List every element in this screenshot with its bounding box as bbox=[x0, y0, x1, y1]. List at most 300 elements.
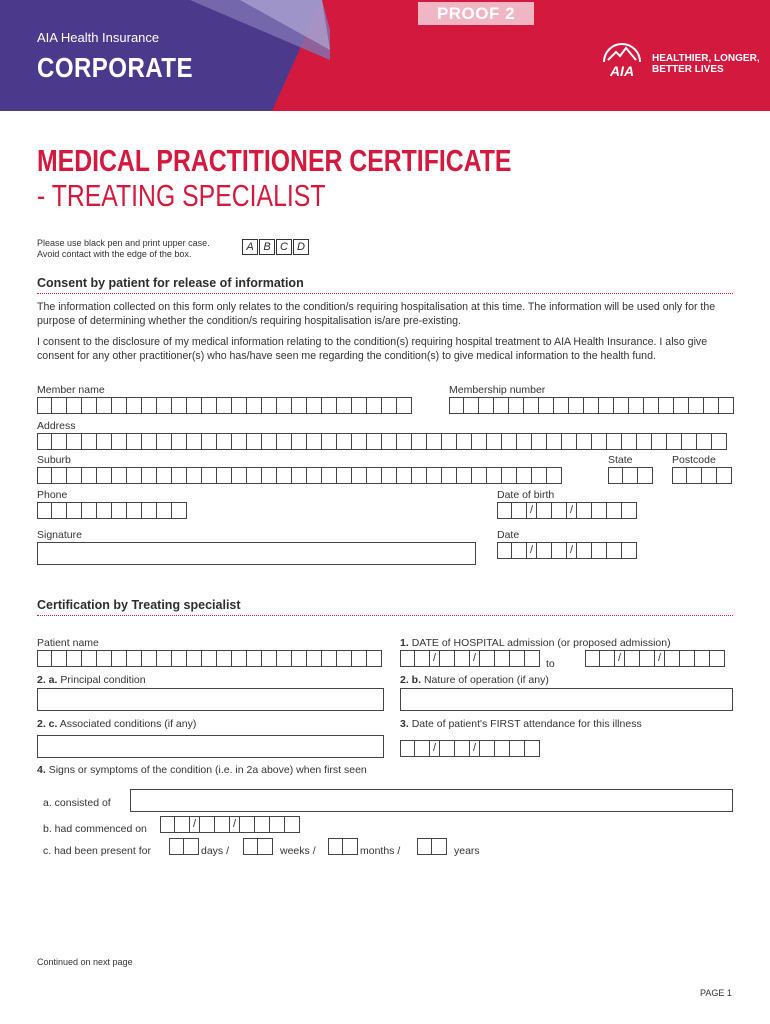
consent-heading: Consent by patient for release of information bbox=[37, 276, 304, 290]
char-box[interactable] bbox=[539, 397, 554, 414]
signature-field[interactable] bbox=[37, 542, 476, 565]
char-box[interactable] bbox=[442, 433, 457, 450]
divider bbox=[37, 615, 733, 616]
char-box[interactable] bbox=[552, 542, 567, 559]
char-box[interactable] bbox=[127, 433, 142, 450]
char-box[interactable] bbox=[307, 397, 322, 414]
char-box[interactable] bbox=[328, 838, 343, 855]
date-separator: / bbox=[567, 542, 577, 559]
char-box[interactable] bbox=[457, 433, 472, 450]
membership-number-boxes[interactable] bbox=[449, 397, 734, 414]
char-box[interactable] bbox=[337, 650, 352, 667]
char-box[interactable] bbox=[82, 433, 97, 450]
char-box[interactable] bbox=[187, 650, 202, 667]
char-box[interactable] bbox=[97, 397, 112, 414]
q4b-label: b. had commenced on bbox=[43, 823, 147, 835]
tagline: HEALTHIER, LONGER, BETTER LIVES bbox=[652, 53, 760, 75]
char-box[interactable] bbox=[480, 650, 495, 667]
char-box[interactable] bbox=[270, 816, 285, 833]
q4-label: 4. Signs or symptoms of the condition (i.e. in 2a above) when first seen bbox=[37, 764, 367, 776]
char-box[interactable] bbox=[52, 650, 67, 667]
char-box[interactable] bbox=[157, 397, 172, 414]
char-box[interactable] bbox=[262, 433, 277, 450]
char-box[interactable] bbox=[352, 397, 367, 414]
char-box[interactable] bbox=[307, 433, 322, 450]
char-box[interactable] bbox=[247, 467, 262, 484]
logo-text: AIA bbox=[609, 63, 635, 78]
char-box[interactable] bbox=[552, 502, 567, 519]
char-box[interactable] bbox=[112, 433, 127, 450]
char-box[interactable] bbox=[637, 433, 652, 450]
date-separator: / bbox=[655, 650, 665, 667]
char-box[interactable] bbox=[247, 433, 262, 450]
char-box[interactable] bbox=[187, 467, 202, 484]
char-box[interactable] bbox=[607, 542, 622, 559]
member-name-label: Member name bbox=[37, 384, 105, 396]
char-box[interactable] bbox=[292, 650, 307, 667]
char-box[interactable] bbox=[307, 467, 322, 484]
instructions: Please use black pen and print upper case. Avoid contact with the edge of the box. bbox=[37, 238, 210, 259]
char-box[interactable] bbox=[247, 397, 262, 414]
char-box[interactable] bbox=[175, 816, 190, 833]
char-box[interactable] bbox=[464, 397, 479, 414]
char-box[interactable] bbox=[157, 502, 172, 519]
char-box[interactable] bbox=[584, 397, 599, 414]
char-box[interactable] bbox=[112, 397, 127, 414]
patient-name-label: Patient name bbox=[37, 637, 99, 649]
char-box[interactable] bbox=[622, 433, 637, 450]
patient-name-boxes[interactable] bbox=[37, 650, 382, 667]
associated-conditions-field[interactable] bbox=[37, 735, 384, 758]
date-separator: / bbox=[470, 740, 480, 757]
char-box[interactable] bbox=[652, 433, 667, 450]
char-box[interactable] bbox=[258, 838, 273, 855]
char-box[interactable] bbox=[608, 467, 623, 484]
char-box[interactable] bbox=[577, 502, 592, 519]
char-box[interactable] bbox=[600, 650, 615, 667]
char-box[interactable] bbox=[510, 740, 525, 757]
q3-label: 3. Date of patient's FIRST attendance for this illness bbox=[400, 718, 642, 730]
char-box[interactable] bbox=[367, 397, 382, 414]
char-box[interactable] bbox=[382, 397, 397, 414]
q2c-label: 2. c. Associated conditions (if any) bbox=[37, 718, 197, 730]
char-box[interactable] bbox=[67, 433, 82, 450]
char-box[interactable] bbox=[52, 397, 67, 414]
char-box[interactable] bbox=[440, 740, 455, 757]
char-box[interactable] bbox=[640, 650, 655, 667]
char-box[interactable] bbox=[537, 502, 552, 519]
char-box[interactable] bbox=[697, 433, 712, 450]
char-box[interactable] bbox=[532, 467, 547, 484]
q1-label: 1. DATE of HOSPITAL admission (or proposed admission) bbox=[400, 637, 671, 649]
char-box[interactable] bbox=[495, 650, 510, 667]
char-box[interactable] bbox=[142, 650, 157, 667]
char-box[interactable] bbox=[672, 467, 687, 484]
char-box[interactable] bbox=[367, 467, 382, 484]
char-box[interactable] bbox=[67, 650, 82, 667]
char-box[interactable] bbox=[82, 397, 97, 414]
char-box[interactable] bbox=[592, 502, 607, 519]
char-box[interactable] bbox=[569, 397, 584, 414]
page-number: PAGE 1 bbox=[700, 988, 732, 998]
char-box[interactable] bbox=[262, 397, 277, 414]
postcode-boxes[interactable] bbox=[672, 467, 732, 484]
char-box[interactable] bbox=[172, 467, 187, 484]
char-box[interactable] bbox=[689, 397, 704, 414]
char-box[interactable] bbox=[367, 650, 382, 667]
char-box[interactable] bbox=[382, 467, 397, 484]
char-box[interactable] bbox=[524, 397, 539, 414]
consent-paragraph-2: I consent to the disclosure of my medical information relating to the condition(s) requiring hospital treatment to AIA Health Insurance. I also give consent for any other practitioner(s) who has/have seen me regarding the condition(s) to give medical information to the health fund. bbox=[37, 336, 708, 362]
char-box[interactable] bbox=[397, 467, 412, 484]
char-box[interactable] bbox=[400, 650, 415, 667]
postcode-label: Postcode bbox=[672, 454, 716, 466]
char-box[interactable] bbox=[277, 467, 292, 484]
char-box[interactable] bbox=[277, 397, 292, 414]
symptoms-consisted-of-field[interactable] bbox=[130, 789, 733, 812]
char-box[interactable] bbox=[262, 650, 277, 667]
char-box[interactable] bbox=[432, 838, 447, 855]
q4c-label: c. had been present for bbox=[43, 845, 151, 857]
char-box[interactable] bbox=[247, 650, 262, 667]
date-separator: / bbox=[615, 650, 625, 667]
date-separator: / bbox=[527, 502, 537, 519]
char-box[interactable] bbox=[172, 502, 187, 519]
char-box[interactable] bbox=[322, 467, 337, 484]
char-box[interactable] bbox=[52, 502, 67, 519]
char-box[interactable] bbox=[37, 502, 52, 519]
char-box[interactable] bbox=[142, 502, 157, 519]
char-box[interactable] bbox=[622, 542, 637, 559]
char-box[interactable] bbox=[644, 397, 659, 414]
char-box[interactable] bbox=[37, 467, 52, 484]
char-box[interactable] bbox=[680, 650, 695, 667]
q4a-label: a. consisted of bbox=[43, 797, 111, 809]
char-box[interactable] bbox=[142, 397, 157, 414]
char-box[interactable] bbox=[702, 467, 717, 484]
phone-label: Phone bbox=[37, 489, 68, 501]
char-box[interactable] bbox=[202, 467, 217, 484]
char-box[interactable] bbox=[382, 433, 397, 450]
char-box[interactable] bbox=[455, 650, 470, 667]
char-box[interactable] bbox=[232, 397, 247, 414]
char-box[interactable] bbox=[52, 467, 67, 484]
char-box[interactable] bbox=[449, 397, 464, 414]
char-box[interactable] bbox=[704, 397, 719, 414]
char-box[interactable] bbox=[629, 397, 644, 414]
char-box[interactable] bbox=[495, 740, 510, 757]
char-box[interactable] bbox=[202, 397, 217, 414]
char-box[interactable] bbox=[217, 433, 232, 450]
char-box[interactable] bbox=[322, 650, 337, 667]
date-separator: / bbox=[430, 650, 440, 667]
char-box[interactable] bbox=[67, 397, 82, 414]
char-box[interactable] bbox=[240, 816, 255, 833]
date-separator: / bbox=[470, 650, 480, 667]
char-box[interactable] bbox=[592, 433, 607, 450]
char-box[interactable] bbox=[607, 502, 622, 519]
char-box[interactable] bbox=[112, 467, 127, 484]
char-box[interactable] bbox=[547, 433, 562, 450]
nature-of-operation-field[interactable] bbox=[400, 688, 733, 711]
state-boxes[interactable] bbox=[608, 467, 653, 484]
char-box[interactable] bbox=[352, 650, 367, 667]
consent-paragraph-1: The information collected on this form only relates to the condition/s requiring hospitalisation at this time. The information will be used only for the purpose of determining whether the condition/s requiring hospitalisation is/are pre-existing. bbox=[37, 301, 716, 327]
char-box[interactable] bbox=[262, 467, 277, 484]
char-box[interactable] bbox=[202, 650, 217, 667]
char-box[interactable] bbox=[217, 650, 232, 667]
char-box[interactable] bbox=[67, 502, 82, 519]
char-box[interactable] bbox=[172, 650, 187, 667]
char-box[interactable] bbox=[417, 838, 432, 855]
years-boxes[interactable] bbox=[417, 838, 447, 855]
char-box[interactable] bbox=[659, 397, 674, 414]
char-box[interactable] bbox=[187, 397, 202, 414]
char-box[interactable] bbox=[142, 467, 157, 484]
weeks-boxes[interactable] bbox=[243, 838, 273, 855]
aia-logo-icon bbox=[598, 38, 646, 78]
char-box[interactable] bbox=[112, 502, 127, 519]
char-box[interactable] bbox=[710, 650, 725, 667]
brand-title: CORPORATE bbox=[37, 52, 193, 83]
char-box[interactable] bbox=[97, 467, 112, 484]
char-box[interactable] bbox=[472, 433, 487, 450]
char-box[interactable] bbox=[52, 433, 67, 450]
char-box[interactable] bbox=[480, 740, 495, 757]
address-boxes[interactable] bbox=[37, 433, 727, 450]
char-box[interactable] bbox=[277, 433, 292, 450]
char-box[interactable] bbox=[255, 816, 270, 833]
char-box[interactable] bbox=[307, 650, 322, 667]
char-box[interactable] bbox=[577, 542, 592, 559]
q2a-label: 2. a. Principal condition bbox=[37, 674, 146, 686]
char-box[interactable] bbox=[412, 433, 427, 450]
state-label: State bbox=[608, 454, 633, 466]
char-box[interactable] bbox=[292, 397, 307, 414]
char-box[interactable] bbox=[665, 650, 680, 667]
phone-boxes[interactable] bbox=[37, 502, 187, 519]
days-label: days / bbox=[201, 845, 230, 857]
char-box[interactable] bbox=[112, 650, 127, 667]
char-box[interactable] bbox=[157, 433, 172, 450]
char-box[interactable] bbox=[509, 397, 524, 414]
sample-letter-boxes bbox=[242, 239, 310, 255]
char-box[interactable] bbox=[497, 502, 512, 519]
char-box[interactable] bbox=[97, 433, 112, 450]
char-box[interactable] bbox=[215, 816, 230, 833]
char-box[interactable] bbox=[427, 433, 442, 450]
char-box[interactable] bbox=[517, 467, 532, 484]
date-separator: / bbox=[567, 502, 577, 519]
char-box[interactable] bbox=[487, 467, 502, 484]
admission-date-to-boxes[interactable] bbox=[585, 650, 725, 667]
certification-heading: Certification by Treating specialist bbox=[37, 598, 241, 612]
char-box[interactable] bbox=[472, 467, 487, 484]
char-box[interactable] bbox=[695, 650, 710, 667]
char-box[interactable] bbox=[622, 502, 637, 519]
char-box[interactable] bbox=[625, 650, 640, 667]
consent-date-boxes[interactable] bbox=[497, 542, 637, 559]
char-box[interactable] bbox=[82, 467, 97, 484]
char-box[interactable] bbox=[82, 502, 97, 519]
char-box[interactable] bbox=[127, 467, 142, 484]
char-box[interactable] bbox=[160, 816, 175, 833]
char-box[interactable] bbox=[232, 467, 247, 484]
date-separator: / bbox=[190, 816, 200, 833]
char-box[interactable] bbox=[412, 467, 427, 484]
continued-note: Continued on next page bbox=[37, 957, 133, 967]
char-box[interactable] bbox=[585, 650, 600, 667]
form-subtitle: - TREATING SPECIALIST bbox=[37, 178, 326, 213]
symptoms-commenced-date-boxes[interactable] bbox=[160, 816, 300, 833]
char-box[interactable] bbox=[184, 838, 199, 855]
char-box[interactable] bbox=[712, 433, 727, 450]
divider bbox=[37, 293, 733, 294]
char-box[interactable] bbox=[502, 467, 517, 484]
suburb-label: Suburb bbox=[37, 454, 71, 466]
char-box[interactable] bbox=[599, 397, 614, 414]
char-box[interactable] bbox=[200, 816, 215, 833]
first-attendance-date-boxes[interactable] bbox=[400, 740, 540, 757]
char-box[interactable] bbox=[243, 838, 258, 855]
months-boxes[interactable] bbox=[328, 838, 358, 855]
header-banner bbox=[0, 0, 770, 111]
char-box[interactable] bbox=[554, 397, 569, 414]
char-box[interactable] bbox=[127, 397, 142, 414]
char-box[interactable] bbox=[532, 433, 547, 450]
days-boxes[interactable] bbox=[169, 838, 199, 855]
char-box[interactable] bbox=[687, 467, 702, 484]
brand-subtitle: AIA Health Insurance bbox=[37, 30, 160, 45]
signature-label: Signature bbox=[37, 529, 82, 541]
char-box[interactable] bbox=[187, 433, 202, 450]
char-box[interactable] bbox=[67, 467, 82, 484]
char-box[interactable] bbox=[277, 650, 292, 667]
membership-number-label: Membership number bbox=[449, 384, 546, 396]
char-box[interactable] bbox=[367, 433, 382, 450]
char-box[interactable] bbox=[562, 433, 577, 450]
char-box[interactable] bbox=[719, 397, 734, 414]
char-box[interactable] bbox=[667, 433, 682, 450]
char-box[interactable] bbox=[352, 433, 367, 450]
suburb-boxes[interactable] bbox=[37, 467, 562, 484]
char-box[interactable] bbox=[127, 502, 142, 519]
weeks-label: weeks / bbox=[280, 845, 316, 857]
char-box[interactable] bbox=[455, 740, 470, 757]
address-label: Address bbox=[37, 420, 76, 432]
char-box[interactable] bbox=[322, 397, 337, 414]
char-box[interactable] bbox=[607, 433, 622, 450]
char-box[interactable] bbox=[717, 467, 732, 484]
sample-letter: A bbox=[242, 239, 258, 255]
char-box[interactable] bbox=[525, 740, 540, 757]
char-box[interactable] bbox=[343, 838, 358, 855]
char-box[interactable] bbox=[37, 397, 52, 414]
char-box[interactable] bbox=[337, 397, 352, 414]
dob-boxes[interactable] bbox=[497, 502, 637, 519]
char-box[interactable] bbox=[577, 433, 592, 450]
char-box[interactable] bbox=[592, 542, 607, 559]
char-box[interactable] bbox=[292, 467, 307, 484]
char-box[interactable] bbox=[537, 542, 552, 559]
char-box[interactable] bbox=[479, 397, 494, 414]
char-box[interactable] bbox=[142, 433, 157, 450]
char-box[interactable] bbox=[502, 433, 517, 450]
char-box[interactable] bbox=[494, 397, 509, 414]
dob-label: Date of birth bbox=[497, 489, 555, 501]
q2b-label: 2. b. Nature of operation (if any) bbox=[400, 674, 549, 686]
date-separator: / bbox=[230, 816, 240, 833]
char-box[interactable] bbox=[172, 433, 187, 450]
char-box[interactable] bbox=[157, 650, 172, 667]
char-box[interactable] bbox=[512, 502, 527, 519]
char-box[interactable] bbox=[674, 397, 689, 414]
months-label: months / bbox=[360, 845, 401, 857]
char-box[interactable] bbox=[337, 467, 352, 484]
member-name-boxes[interactable] bbox=[37, 397, 412, 414]
proof-badge: PROOF 2 bbox=[418, 2, 534, 25]
char-box[interactable] bbox=[82, 650, 97, 667]
char-box[interactable] bbox=[217, 467, 232, 484]
char-box[interactable] bbox=[512, 542, 527, 559]
char-box[interactable] bbox=[322, 433, 337, 450]
char-box[interactable] bbox=[525, 650, 540, 667]
char-box[interactable] bbox=[427, 467, 442, 484]
char-box[interactable] bbox=[682, 433, 697, 450]
char-box[interactable] bbox=[614, 397, 629, 414]
date-separator: / bbox=[430, 740, 440, 757]
char-box[interactable] bbox=[638, 467, 653, 484]
char-box[interactable] bbox=[285, 816, 300, 833]
char-box[interactable] bbox=[97, 650, 112, 667]
char-box[interactable] bbox=[517, 433, 532, 450]
char-box[interactable] bbox=[202, 433, 217, 450]
form-title: MEDICAL PRACTITIONER CERTIFICATE bbox=[37, 143, 512, 178]
char-box[interactable] bbox=[172, 397, 187, 414]
char-box[interactable] bbox=[352, 467, 367, 484]
char-box[interactable] bbox=[397, 397, 412, 414]
char-box[interactable] bbox=[232, 650, 247, 667]
date-label: Date bbox=[497, 529, 520, 541]
char-box[interactable] bbox=[337, 433, 352, 450]
char-box[interactable] bbox=[97, 502, 112, 519]
char-box[interactable] bbox=[623, 467, 638, 484]
char-box[interactable] bbox=[169, 838, 184, 855]
principal-condition-field[interactable] bbox=[37, 688, 384, 711]
char-box[interactable] bbox=[400, 740, 415, 757]
char-box[interactable] bbox=[547, 467, 562, 484]
char-box[interactable] bbox=[510, 650, 525, 667]
char-box[interactable] bbox=[157, 467, 172, 484]
char-box[interactable] bbox=[440, 650, 455, 667]
char-box[interactable] bbox=[487, 433, 502, 450]
char-box[interactable] bbox=[292, 433, 307, 450]
char-box[interactable] bbox=[415, 650, 430, 667]
char-box[interactable] bbox=[37, 433, 52, 450]
char-box[interactable] bbox=[37, 650, 52, 667]
char-box[interactable] bbox=[217, 397, 232, 414]
sample-letter: D bbox=[293, 239, 309, 255]
admission-date-from-boxes[interactable] bbox=[400, 650, 540, 667]
char-box[interactable] bbox=[415, 740, 430, 757]
char-box[interactable] bbox=[442, 467, 457, 484]
char-box[interactable] bbox=[457, 467, 472, 484]
char-box[interactable] bbox=[497, 542, 512, 559]
char-box[interactable] bbox=[232, 433, 247, 450]
char-box[interactable] bbox=[127, 650, 142, 667]
years-label: years bbox=[454, 845, 480, 857]
char-box[interactable] bbox=[397, 433, 412, 450]
